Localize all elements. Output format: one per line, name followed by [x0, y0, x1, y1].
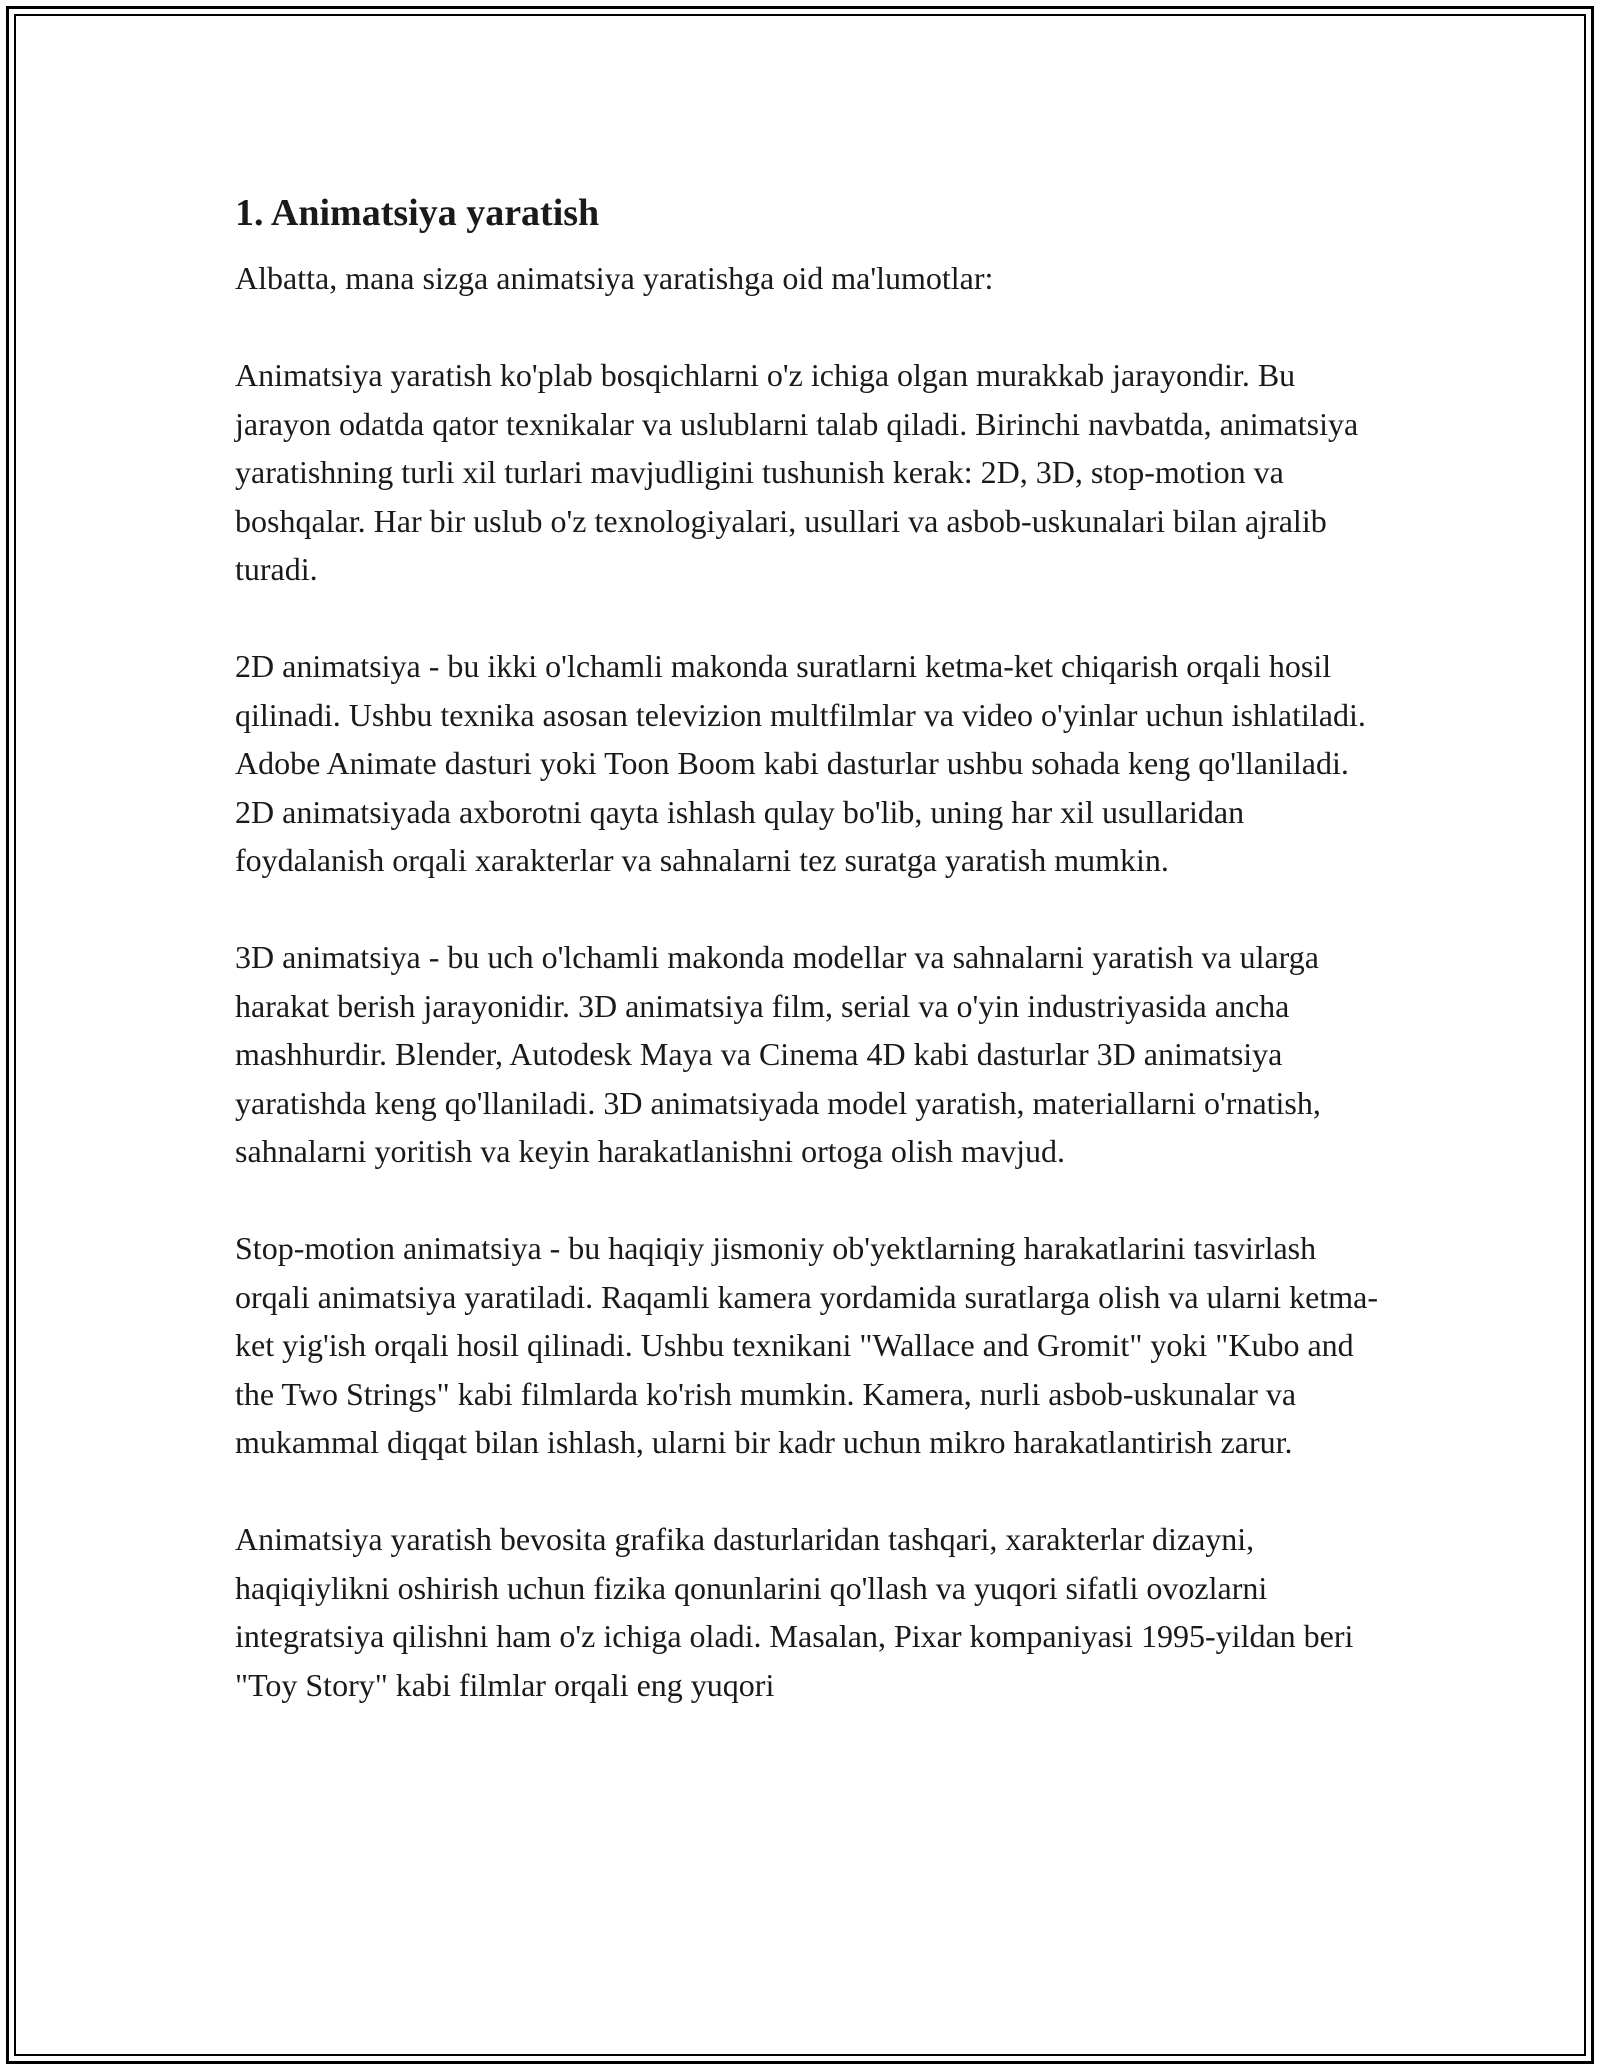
closing-paragraph: Animatsiya yaratish bevosita grafika dasturlaridan tashqari, xarakterlar dizayni, haqiqiylikni oshirish uchun fizika qonunlarini qo'llash va yuqori sifatli ovozlarni integratsiya qilishni ham o'z ichiga oladi. Masalan, Pixar kompaniyasi 1995-yildan beri "Toy Story" kabi filmlar orqali eng yuqori — [235, 1521, 1354, 1703]
2d-animation-paragraph: 2D animatsiya - bu ikki o'lchamli makonda suratlarni ketma-ket chiqarish orqali hosil qilinadi. Ushbu texnika asosan televizion multfilmlar va video o'yinlar uchun ishlatiladi. Adobe Animate dasturi yoki Toon Boom kabi dasturlar ushbu sohada keng qo'llaniladi. 2D animatsiyada axborotni qayta ishlash qulay bo'lib, uning har xil usullaridan foydalanish orqali xarakterlar va sahnalarni tez suratga yaratish mumkin. — [235, 648, 1366, 878]
document-body — [235, 180, 1385, 1758]
3d-animation-paragraph: 3D animatsiya - bu uch o'lchamli makonda modellar va sahnalarni yaratish va ularga harakat berish jarayonidir. 3D animatsiya film, serial va o'yin industriyasida ancha mashhurdir. Blender, Autodesk Maya va Cinema 4D kabi dasturlar 3D animatsiya yaratishda keng qo'llaniladi. 3D animatsiyada model yaratish, materiallarni o'rnatish, sahnalarni yoritish va keyin harakatlanishni ortoga olish mavjud. — [235, 939, 1321, 1169]
stop-motion-paragraph: Stop-motion animatsiya - bu haqiqiy jismoniy ob'yektlarning harakatlarini tasvirlash orqali animatsiya yaratiladi. Raqamli kamera yordamida suratlarga olish va ularni ketma-ket yig'ish orqali hosil qilinadi. Ushbu texnikani "Wallace and Gromit" yoki "Kubo and the Two Strings" kabi filmlarda ko'rish mumkin. Kamera, nurli asbob-uskunalar va mukammal diqqat bilan ishlash, ularni bir kadr uchun mikro harakatlantirish zarur. — [235, 1230, 1379, 1460]
intro-paragraph: Albatta, mana sizga animatsiya yaratishga oid ma'lumotlar: — [235, 260, 994, 296]
section-heading: 1. Animatsiya yaratish — [235, 192, 600, 234]
overview-paragraph: Animatsiya yaratish ko'plab bosqichlarni o'z ichiga olgan murakkab jarayondir. Bu jarayon odatda qator texnikalar va uslublarni talab qiladi. Birinchi navbatda, animatsiya yaratishning turli xil turlari mavjudligini tushunish kerak: 2D, 3D, stop-motion va boshqalar. Har bir uslub o'z texnologiyalari, usullari va asbob-uskunalari bilan ajralib turadi. — [235, 357, 1359, 587]
